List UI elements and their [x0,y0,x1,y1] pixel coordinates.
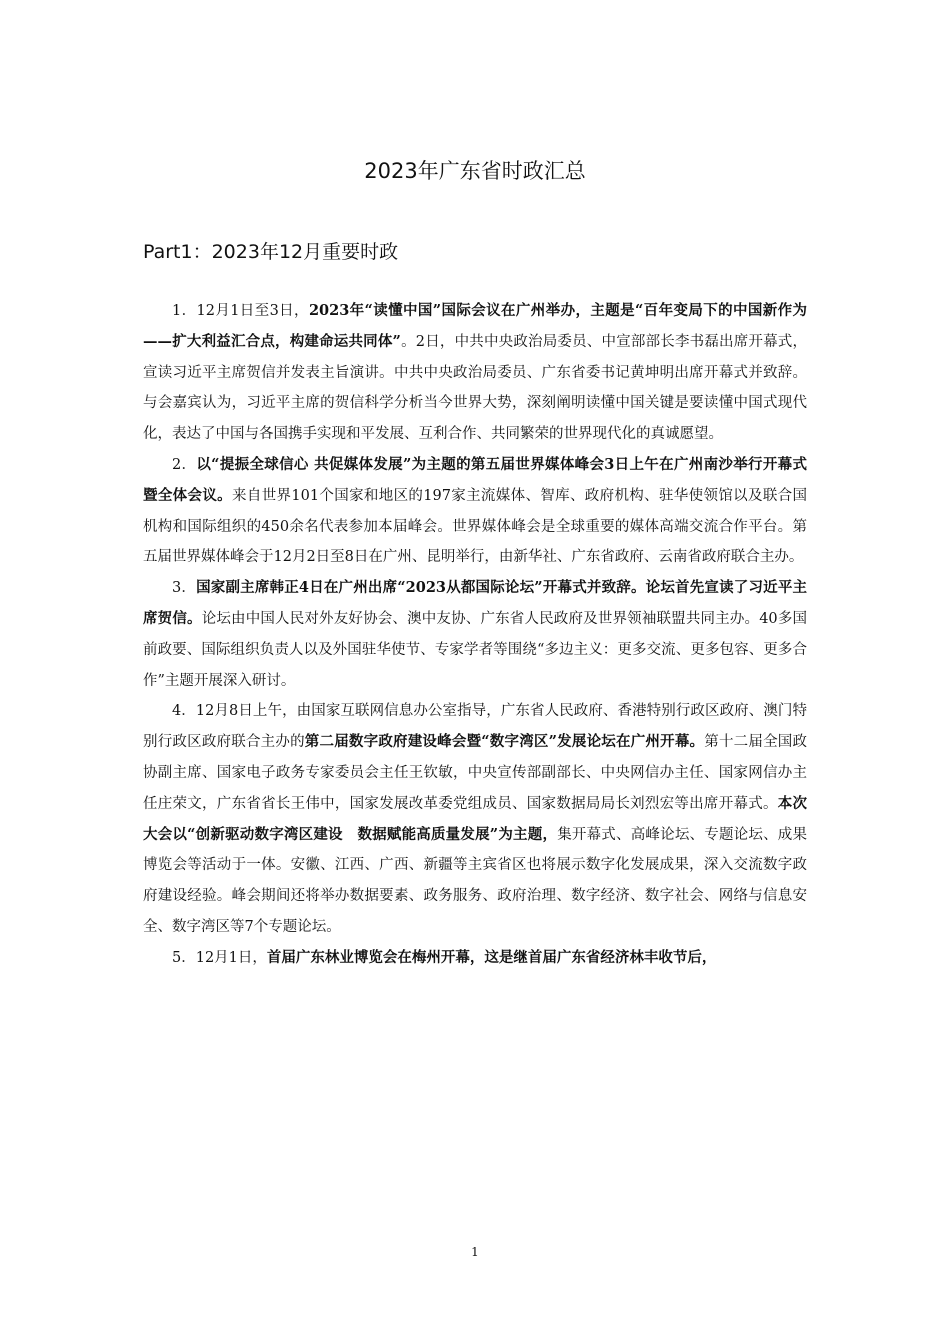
paragraph-run: 来自世界101个国家和地区的197家主流媒体、智库、政府机构、驻华使领馆以及联合国机构和国际组织的450余名代表参加本届峰会。世界媒体峰会是全球重要的媒体高端交流合作平台。第五届世界媒体峰会于12月2日至8日在广州、昆明举行，由新华社、广东省政府、云南省政府联合主办。 [143,487,808,566]
paragraph-run-bold: 2023年“读懂中国”国际会议在广州举办，主题是“百年变局下的中国新作为——扩大利益汇合点，构建命运共同体” [143,302,807,350]
paragraph-run-bold: 第二届数字政府建设峰会暨“数字湾区”发展论坛在广州开幕。 [304,733,705,751]
paragraph-run-bold: 以“提振全球信心 共促媒体发展”为主题的第五届世界媒体峰会3日上午在广州南沙举行开幕式暨全体会议。 [143,455,807,504]
paragraph-1 [143,296,807,450]
paragraph-4 [143,696,807,942]
paragraph-run-bold: 首届广东林业博览会在梅州开幕，这是继首届广东省经济林丰收节后， [266,948,717,966]
paragraph-run-bold: 本次大会以“创新驱动数字湾区建设 数据赋能高质量发展”为主题， [143,794,807,843]
paragraph-run: 第十二届全国政协副主席、国家电子政务专家委员会主任王钦敏，中央宣传部副部长、中央网信办主任、国家网信办主任庄荣文，广东省省长王伟中，国家发展改革委党组成员、国家数据局局长刘烈宏等出席开幕式。 [143,734,808,812]
paragraph-run: 论坛由中国人民对外友好协会、澳中友协、广东省人民政府及世界领袖联盟共同主办。40多国前政要、国际组织负责人以及外国驻华使节、专家学者等围绕“多边主义：更多交流、更多包容、更多合作”主题开展深入研讨。 [143,610,807,689]
paragraph-run: 3． [172,580,197,597]
paragraph-run-bold: 国家副主席韩正4日在广州出席“2023从都国际论坛”开幕式并致辞。论坛首先宣读了习近平主席贺信。 [143,579,808,627]
document-body [143,296,807,974]
paragraph-run: 2． [172,456,197,473]
paragraph-run: 5．12月1日， [172,949,267,966]
paragraph-2 [143,450,807,573]
paragraph-5 [143,943,807,974]
paragraph-run: 集开幕式、高峰论坛、专题论坛、成果博览会等活动于一体。安徽、江西、广西、新疆等主宾省区也将展示数字化发展成果，深入交流数字政府建设经验。峰会期间还将举办数据要素、政务服务、政府治理、数字经济、数字社会、网络与信息安全、数字湾区等7个专题论坛。 [143,826,807,935]
paragraph-3 [143,573,807,696]
part-heading: Part1：2023年12月重要时政 [143,241,399,263]
page-number: 1 [471,1245,479,1259]
paragraph-run: 4．12月8日上午，由国家互联网信息办公室指导，广东省人民政府、香港特别行政区政府、澳门特别行政区政府联合主办的 [143,703,807,751]
paragraph-run: 1．12月1日至3日， [172,303,309,319]
document-title: 2023年广东省时政汇总 [364,159,586,183]
paragraph-run: 。2日，中共中央政治局委员、中宣部部长李书磊出席开幕式，宣读习近平主席贺信并发表主旨演讲。中共中央政治局委员、广东省委书记黄坤明出席开幕式并致辞。与会嘉宾认为，习近平主席的贺信科学分析当今世界大势，深刻阐明读懂中国关键是要读懂中国式现代化，表达了中国与各国携手实现和平发展、互利合作、共同繁荣的世界现代化的真诚愿望。 [143,333,807,443]
